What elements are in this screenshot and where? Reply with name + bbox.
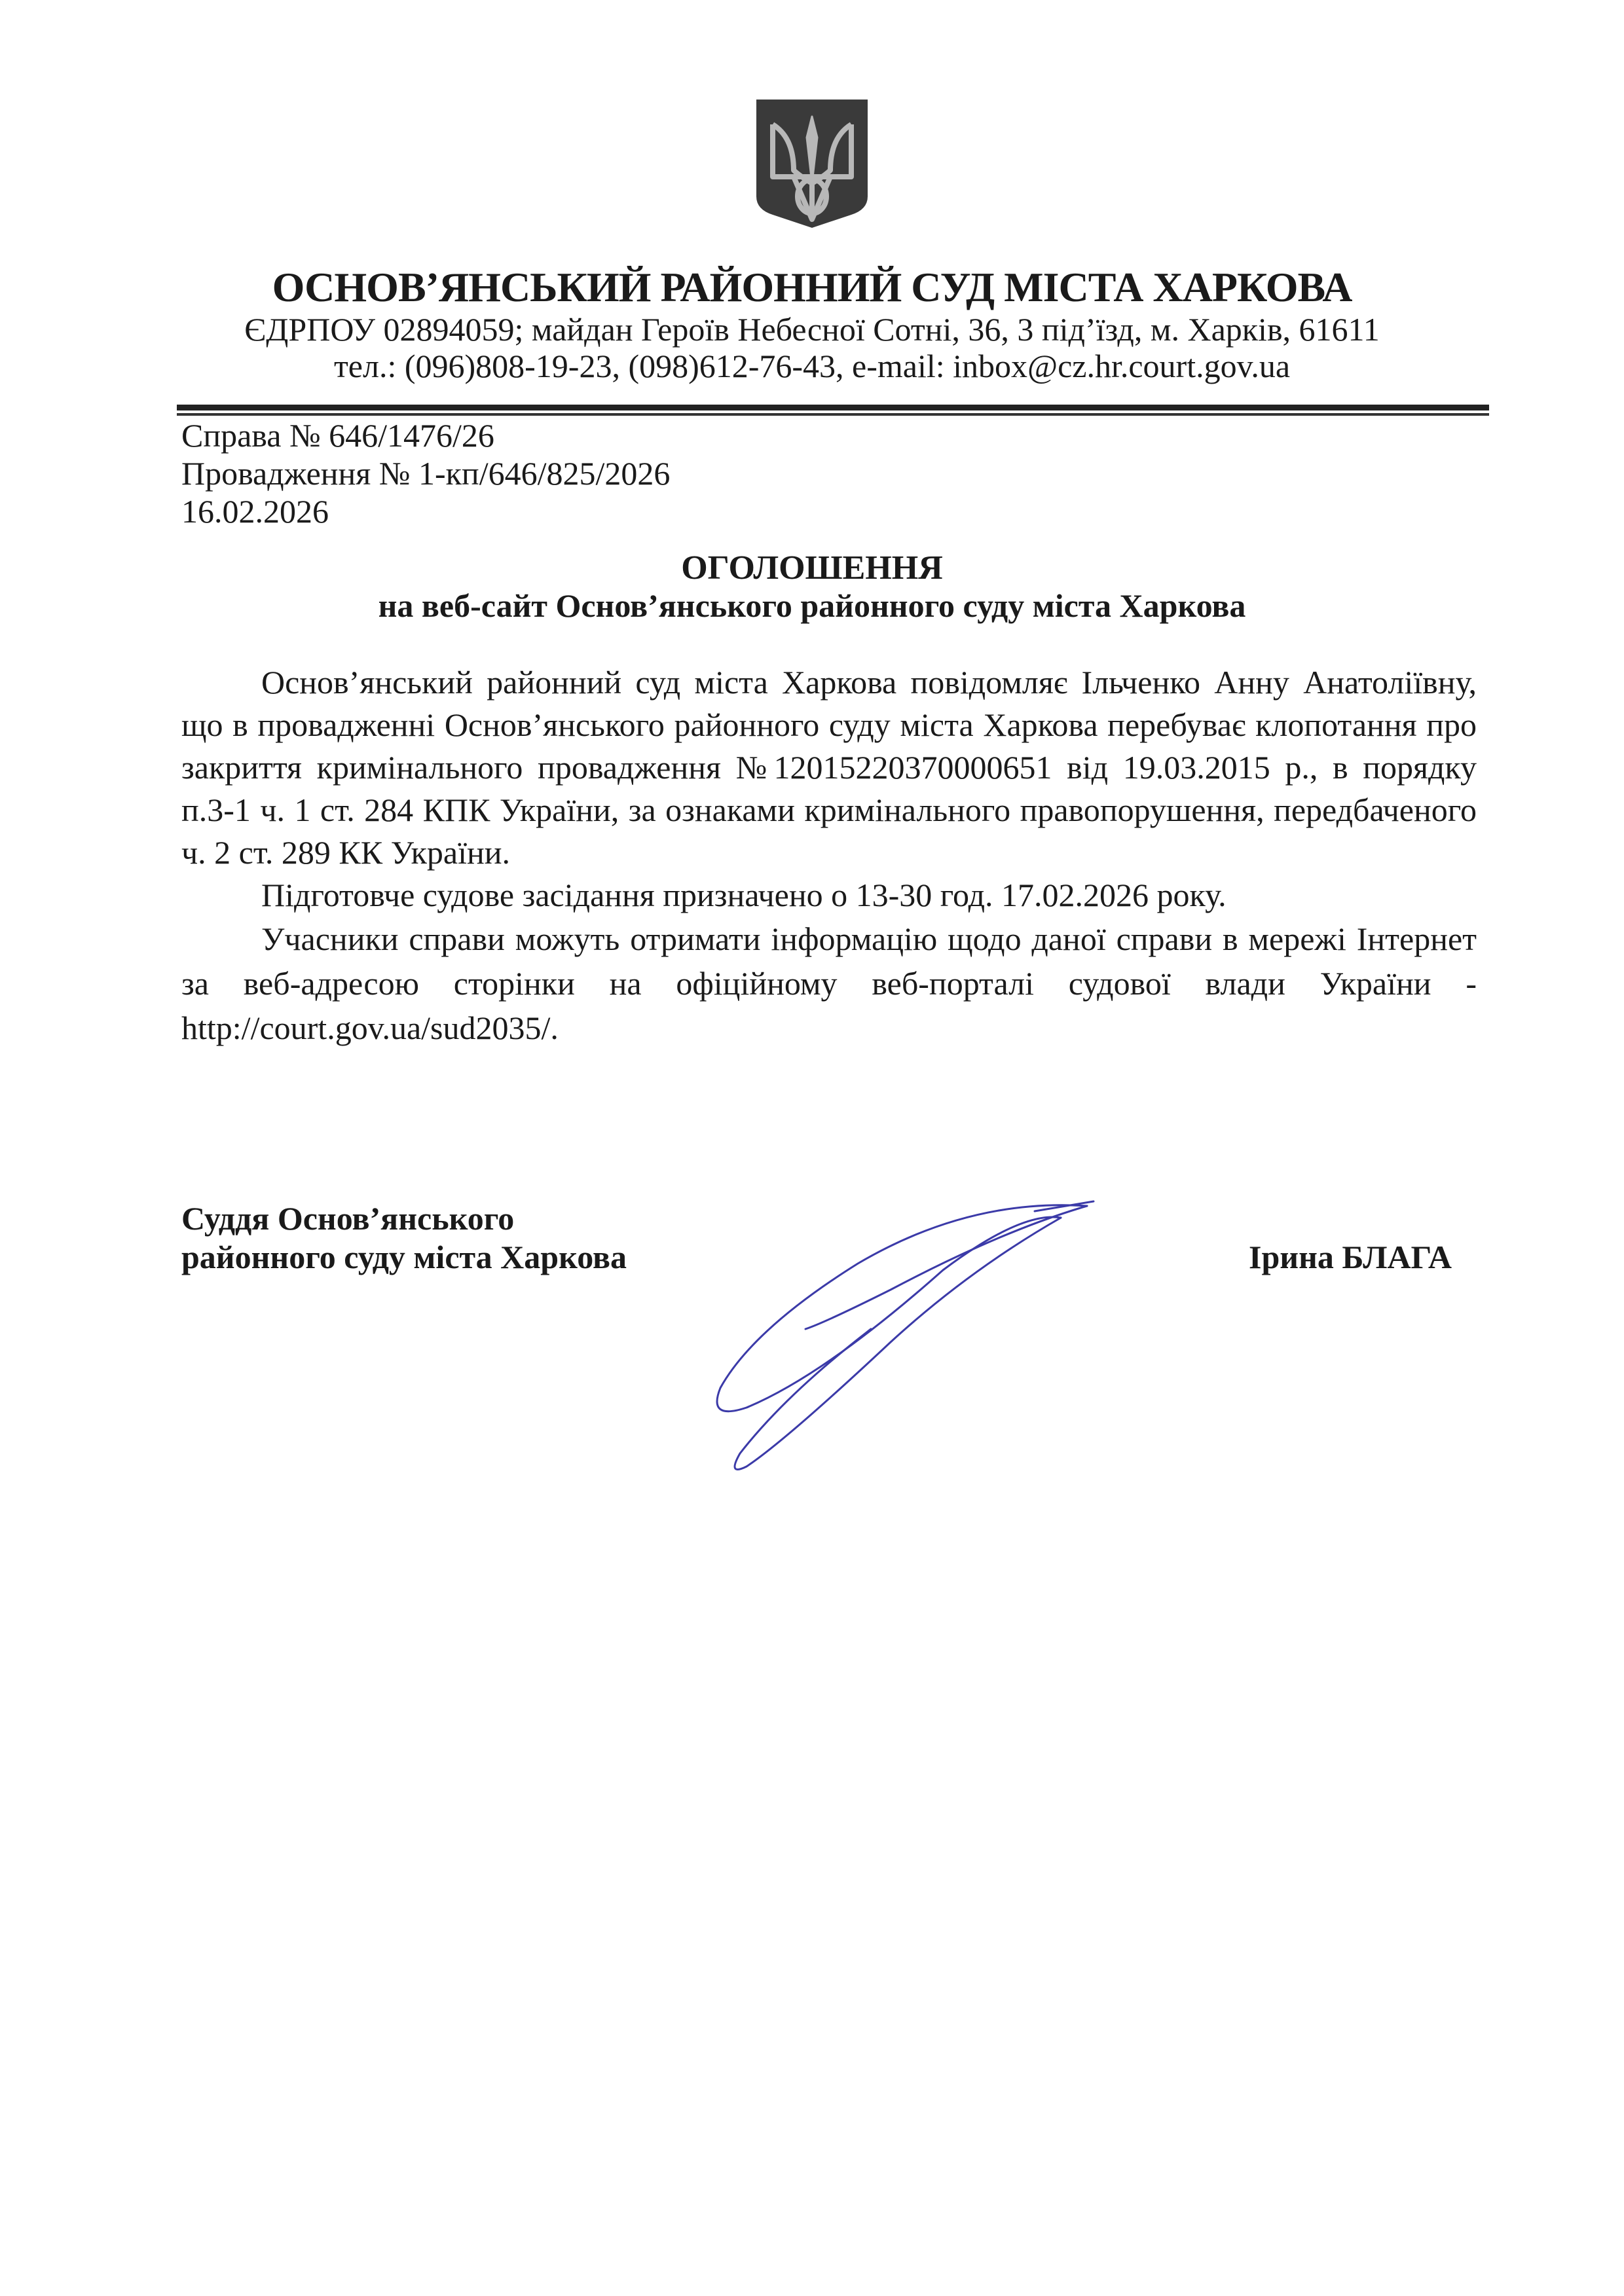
body-line: ч. 2 ст. 289 КК України. [181, 834, 511, 871]
proceeding-number: Провадження № 1-кп/646/825/2026 [181, 455, 671, 492]
body-line: п.3-1 ч. 1 ст. 284 КПК України, за ознаками кримінального правопорушення, передбаченого [181, 792, 1477, 828]
body-line: за веб-адресою сторінки на офіційному веб-порталі судової влади України - [181, 965, 1477, 1002]
body-line: закриття кримінального провадження №12015220370000651 від 19.03.2015 р., в порядку [181, 749, 1477, 786]
header-divider-thick [177, 405, 1489, 410]
announcement-title: ОГОЛОШЕННЯ [681, 549, 943, 587]
body-line: Основ’янський районний суд міста Харкова повідомляє Ільченко Анну Анатоліївну, [261, 664, 1477, 701]
case-number: Справа № 646/1476/26 [181, 417, 494, 454]
body-line: Підготовче судове засідання призначено о 13-30 год. 17.02.2026 року. [261, 877, 1227, 913]
handwritten-signature [694, 1192, 1100, 1480]
header-divider-thin [177, 413, 1489, 416]
judge-position-line1: Суддя Основ’янського [181, 1200, 515, 1237]
body-line: Учасники справи можуть отримати інформацію щодо даної справи в мережі Інтернет [261, 920, 1477, 957]
court-contacts: тел.: (096)808-19-23, (098)612-76-43, e-mail: inbox@cz.hr.court.gov.ua [333, 348, 1291, 384]
court-name-heading: ОСНОВ’ЯНСЬКИЙ РАЙОННИЙ СУД МІСТА ХАРКОВА [272, 264, 1352, 310]
court-address: ЄДРПОУ 02894059; майдан Героїв Небесної Сотні, 36, 3 під’їзд, м. Харків, 61611 [244, 311, 1380, 348]
body-line: що в провадженні Основ’янського районного суду міста Харкова перебуває клопотання про [181, 706, 1477, 743]
announcement-subtitle: на веб-сайт Основ’янського районного суду міста Харкова [378, 587, 1246, 624]
document-date: 16.02.2026 [181, 493, 329, 530]
coat-of-arms-icon [753, 98, 871, 229]
judge-position-line2: районного суду міста Харкова [181, 1239, 627, 1275]
judge-name: Ірина БЛАГА [1249, 1239, 1452, 1275]
website-link[interactable]: http://court.gov.ua/sud2035/. [181, 1010, 559, 1046]
